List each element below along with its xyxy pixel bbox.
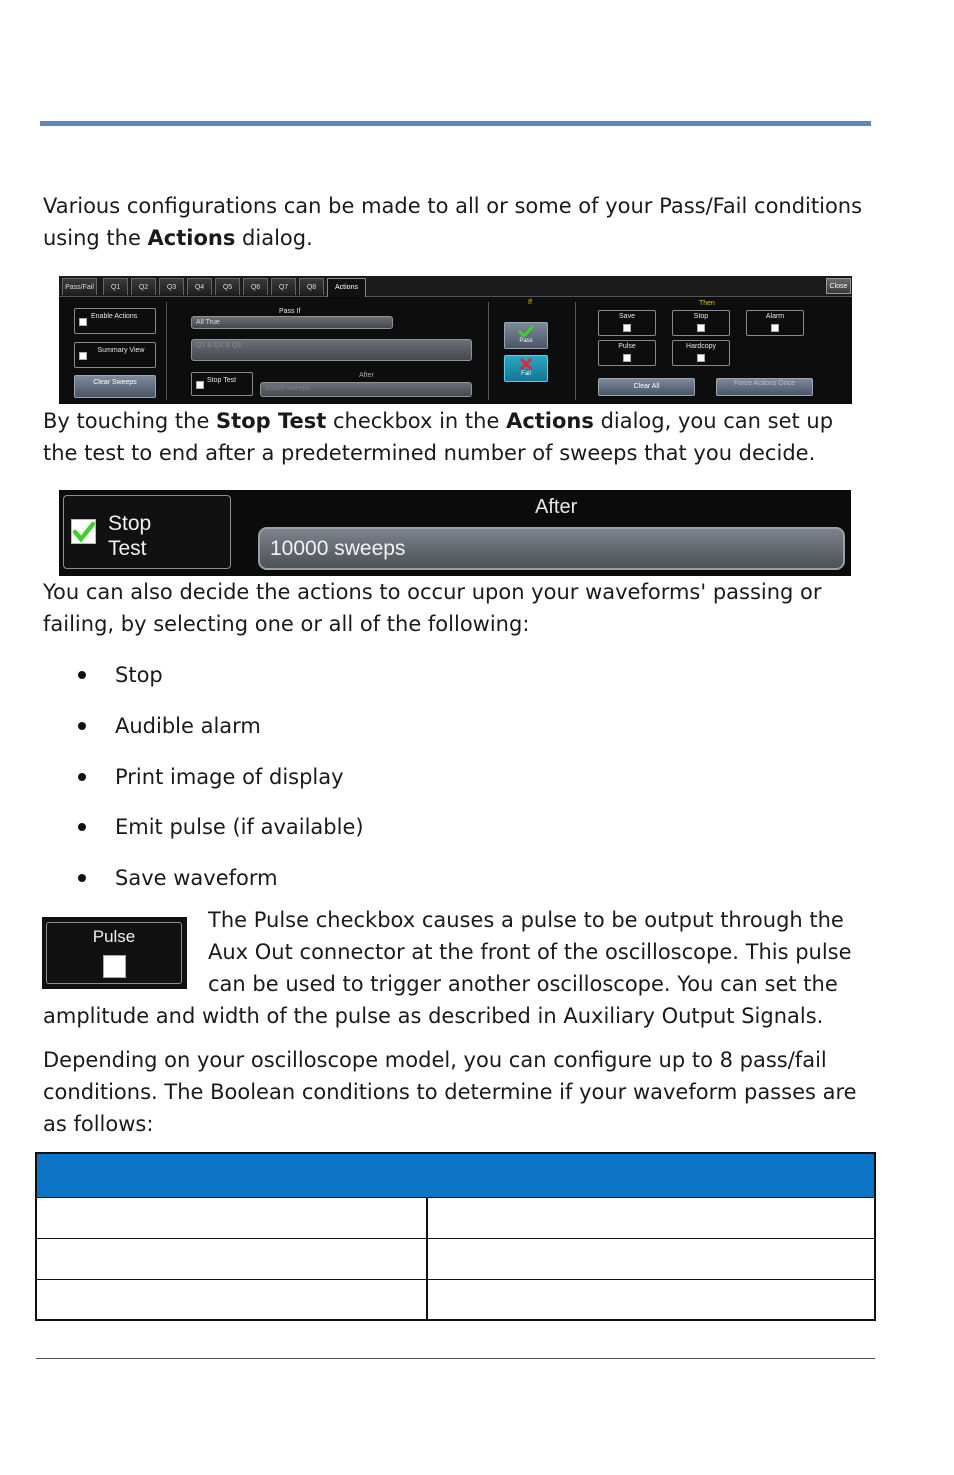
stop-test-checkbox[interactable] bbox=[196, 381, 204, 389]
hardcopy-label: Hardcopy bbox=[686, 343, 716, 350]
actions-dialog-screenshot bbox=[59, 276, 852, 404]
alarm-label: Alarm bbox=[765, 313, 785, 320]
expression-field[interactable]: Q1 & Q2 & Q3 bbox=[191, 339, 472, 361]
stop-test-paragraph: By touching the Stop Test checkbox in the Actions dialog, you can set up the test to end after a predetermined number of sweeps that you decide. bbox=[43, 409, 834, 465]
actions-paragraph: You can also decide the actions to occur upon your waveforms' passing or failing, by selecting one or all of the following: bbox=[43, 580, 822, 636]
force-actions-once-button[interactable]: Force Actions Once bbox=[716, 378, 813, 396]
x-icon bbox=[519, 358, 533, 370]
footer-rule bbox=[36, 1358, 875, 1359]
table-row bbox=[37, 1238, 874, 1239]
stop-toggle[interactable] bbox=[672, 310, 730, 336]
summary-view-toggle[interactable] bbox=[74, 342, 156, 368]
save-checkbox[interactable] bbox=[623, 324, 631, 332]
pulse-toggle[interactable] bbox=[598, 340, 656, 366]
divider bbox=[166, 302, 167, 400]
enable-actions-label: Enable Actions bbox=[91, 313, 138, 320]
pass-button[interactable]: Pass bbox=[504, 322, 548, 349]
tab-actions[interactable]: Actions bbox=[327, 278, 366, 297]
stop-checkbox[interactable] bbox=[697, 324, 705, 332]
summary-view-checkbox[interactable] bbox=[79, 352, 87, 360]
top-rule bbox=[40, 121, 871, 126]
enable-actions-toggle[interactable] bbox=[74, 308, 156, 334]
stop-test-label-large: Stop Test bbox=[108, 512, 152, 560]
pass-if-select[interactable]: All True bbox=[191, 316, 393, 329]
boolean-conditions-table bbox=[35, 1152, 876, 1321]
stop-test-toggle[interactable] bbox=[191, 372, 253, 396]
table-header bbox=[37, 1154, 874, 1197]
pulse-label-large: Pulse bbox=[92, 927, 136, 946]
tab-q1[interactable]: Q1 bbox=[103, 278, 128, 295]
enable-actions-checkbox[interactable] bbox=[79, 318, 87, 326]
stop-test-screenshot bbox=[59, 490, 851, 576]
hardcopy-toggle[interactable] bbox=[672, 340, 730, 366]
alarm-checkbox[interactable] bbox=[771, 324, 779, 332]
hardcopy-checkbox[interactable] bbox=[697, 354, 705, 362]
table-column-divider bbox=[426, 1197, 428, 1321]
divider bbox=[575, 302, 576, 400]
tab-q3[interactable]: Q3 bbox=[159, 278, 184, 295]
check-icon bbox=[72, 520, 95, 543]
if-label: If bbox=[528, 299, 532, 306]
stop-label: Stop bbox=[693, 313, 709, 320]
check-icon bbox=[518, 325, 534, 337]
save-toggle[interactable] bbox=[598, 310, 656, 336]
stop-test-toggle-large[interactable] bbox=[63, 495, 231, 569]
then-label: Then bbox=[699, 300, 715, 307]
after-label: After bbox=[359, 372, 374, 379]
tab-bar bbox=[59, 276, 852, 297]
stop-test-label: Stop Test bbox=[207, 377, 237, 384]
save-label: Save bbox=[619, 313, 635, 320]
pass-if-label: Pass If bbox=[279, 308, 301, 315]
tab-q7[interactable]: Q7 bbox=[271, 278, 296, 295]
close-button[interactable]: Close bbox=[826, 278, 851, 294]
divider bbox=[488, 302, 489, 400]
table-row bbox=[37, 1279, 874, 1280]
summary-view-label: Summary View bbox=[97, 347, 145, 354]
tab-q5[interactable]: Q5 bbox=[215, 278, 240, 295]
clear-all-button[interactable]: Clear All bbox=[598, 378, 695, 396]
alarm-toggle[interactable] bbox=[746, 310, 804, 336]
tab-q6[interactable]: Q6 bbox=[243, 278, 268, 295]
config-paragraph: Depending on your oscilloscope model, you can configure up to 8 pass/fail conditions. The Boolean conditions to determine if your waveform passes are as follows: bbox=[43, 1048, 857, 1136]
after-sweeps-field[interactable]: 10000 sweeps bbox=[260, 382, 472, 397]
clear-sweeps-button[interactable]: Clear Sweeps bbox=[74, 375, 156, 398]
after-sweeps-field-large[interactable]: 10000 sweeps bbox=[258, 527, 845, 570]
tab-q8[interactable]: Q8 bbox=[299, 278, 324, 295]
intro-paragraph: Various configurations can be made to all or some of your Pass/Fail conditions using the Actions dialog. bbox=[43, 194, 863, 250]
stop-test-checkbox-large[interactable] bbox=[71, 519, 96, 544]
pulse-paragraph: The Pulse checkbox causes a pulse to be output through the Aux Out connector at the front of the oscilloscope. This pulse can be used to trigger another oscilloscope. You can set the amplitude and width of the pulse as described in Auxiliary Output Signals. bbox=[43, 908, 852, 1028]
pulse-label: Pulse bbox=[618, 343, 636, 350]
tab-q4[interactable]: Q4 bbox=[187, 278, 212, 295]
table-row bbox=[37, 1197, 874, 1198]
tab-q2[interactable]: Q2 bbox=[131, 278, 156, 295]
tab-pass-fail[interactable]: Pass/Fail bbox=[62, 278, 97, 295]
after-label-large: After bbox=[535, 496, 578, 518]
fail-button[interactable]: Fail bbox=[504, 355, 548, 382]
pulse-checkbox[interactable] bbox=[623, 354, 631, 362]
